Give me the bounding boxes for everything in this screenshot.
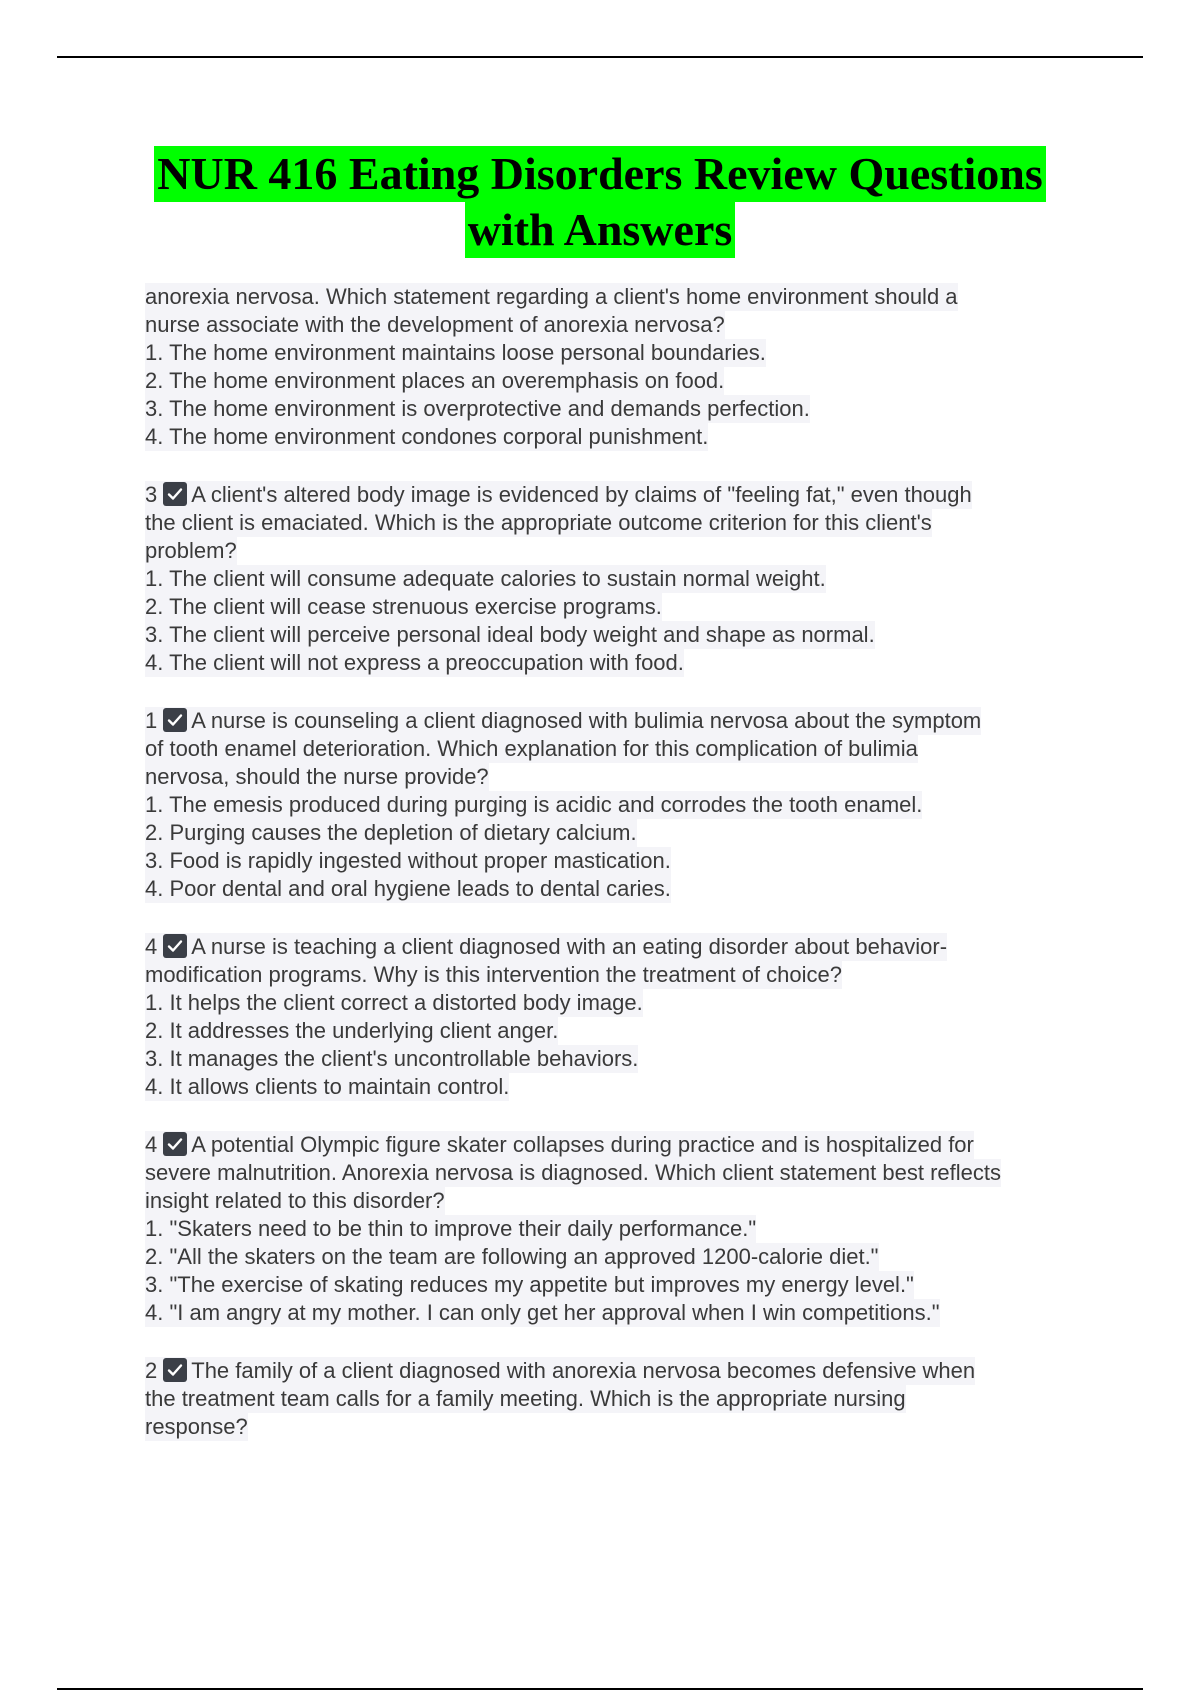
check-icon [163,708,187,732]
question-first-line [145,933,947,961]
answer-option: 1. It helps the client correct a distorted body image. [145,990,643,1015]
question-block [145,481,1095,677]
answer-option: 1. "Skaters need to be thin to improve their daily performance." [145,1216,757,1241]
check-icon [163,482,187,506]
correct-answer-number: 4 [145,934,158,959]
question-first-line [145,1357,975,1385]
correct-answer-number: 1 [145,708,158,733]
title-line-1: NUR 416 Eating Disorders Review Questions [154,146,1045,202]
question-block [145,1131,1095,1327]
top-rule [57,56,1143,58]
question-stem-line: insight related to this disorder? [145,1188,445,1213]
question-stem-text: A nurse is counseling a client diagnosed with bulimia nervosa about the symptom [191,708,982,733]
answer-option: 1. The client will consume adequate calories to sustain normal weight. [145,566,826,591]
bottom-rule [57,1688,1143,1690]
correct-answer-number: 2 [145,1358,158,1383]
question-stem-text: A nurse is teaching a client diagnosed with an eating disorder about behavior- [191,934,948,959]
question-stem-line: modification programs. Why is this intervention the treatment of choice? [145,962,842,987]
question-list [145,283,1095,1441]
answer-option: 4. The home environment condones corporal punishment. [145,424,709,449]
question-first-line [145,481,972,509]
question-stem-line: severe malnutrition. Anorexia nervosa is diagnosed. Which client statement best reflects [145,1160,1001,1185]
answer-option: 4. Poor dental and oral hygiene leads to dental caries. [145,876,671,901]
question-stem-line: response? [145,1414,248,1439]
answer-option: 4. The client will not express a preoccupation with food. [145,650,684,675]
question-block [145,1357,1095,1441]
question-stem-line: problem? [145,538,237,563]
check-icon [163,934,187,958]
answer-option: 3. It manages the client's uncontrollable behaviors. [145,1046,639,1071]
answer-option: 2. The client will cease strenuous exercise programs. [145,594,662,619]
check-icon [163,1132,187,1156]
question-stem-text: The family of a client diagnosed with anorexia nervosa becomes defensive when [191,1358,976,1383]
question-stem-text: A potential Olympic figure skater collapses during practice and is hospitalized for [191,1132,974,1157]
intro-question [145,283,1095,451]
answer-option: 3. The home environment is overprotective and demands perfection. [145,396,810,421]
correct-answer-number: 4 [145,1132,158,1157]
question-first-line [145,707,981,735]
question-block [145,933,1095,1101]
question-stem-line: the treatment team calls for a family meeting. Which is the appropriate nursing [145,1386,906,1411]
question-stem-text: A client's altered body image is evidenced by claims of "feeling fat," even though [191,482,972,507]
answer-option: 3. The client will perceive personal ideal body weight and shape as normal. [145,622,875,647]
answer-option: 2. The home environment places an overemphasis on food. [145,368,725,393]
answer-option: 2. It addresses the underlying client anger. [145,1018,559,1043]
correct-answer-number: 3 [145,482,158,507]
answer-option: 3. Food is rapidly ingested without proper mastication. [145,848,671,873]
answer-option: 4. It allows clients to maintain control. [145,1074,510,1099]
question-first-line [145,1131,974,1159]
question-stem-line: anorexia nervosa. Which statement regarding a client's home environment should a [145,284,958,309]
answer-option: 3. "The exercise of skating reduces my appetite but improves my energy level." [145,1272,914,1297]
title-line-2: with Answers [465,202,736,258]
question-stem-line: of tooth enamel deterioration. Which explanation for this complication of bulimia [145,736,918,761]
answer-option: 2. Purging causes the depletion of dietary calcium. [145,820,637,845]
check-icon [163,1358,187,1382]
answer-option: 2. "All the skaters on the team are following an approved 1200-calorie diet." [145,1244,879,1269]
question-stem-line: the client is emaciated. Which is the appropriate outcome criterion for this client's [145,510,932,535]
answer-option: 4. "I am angry at my mother. I can only get her approval when I win competitions." [145,1300,940,1325]
question-stem-line: nervosa, should the nurse provide? [145,764,489,789]
question-block [145,707,1095,903]
page-title [60,146,1140,258]
answer-option: 1. The home environment maintains loose personal boundaries. [145,340,766,365]
answer-option: 1. The emesis produced during purging is acidic and corrodes the tooth enamel. [145,792,923,817]
question-stem-line: nurse associate with the development of anorexia nervosa? [145,312,725,337]
